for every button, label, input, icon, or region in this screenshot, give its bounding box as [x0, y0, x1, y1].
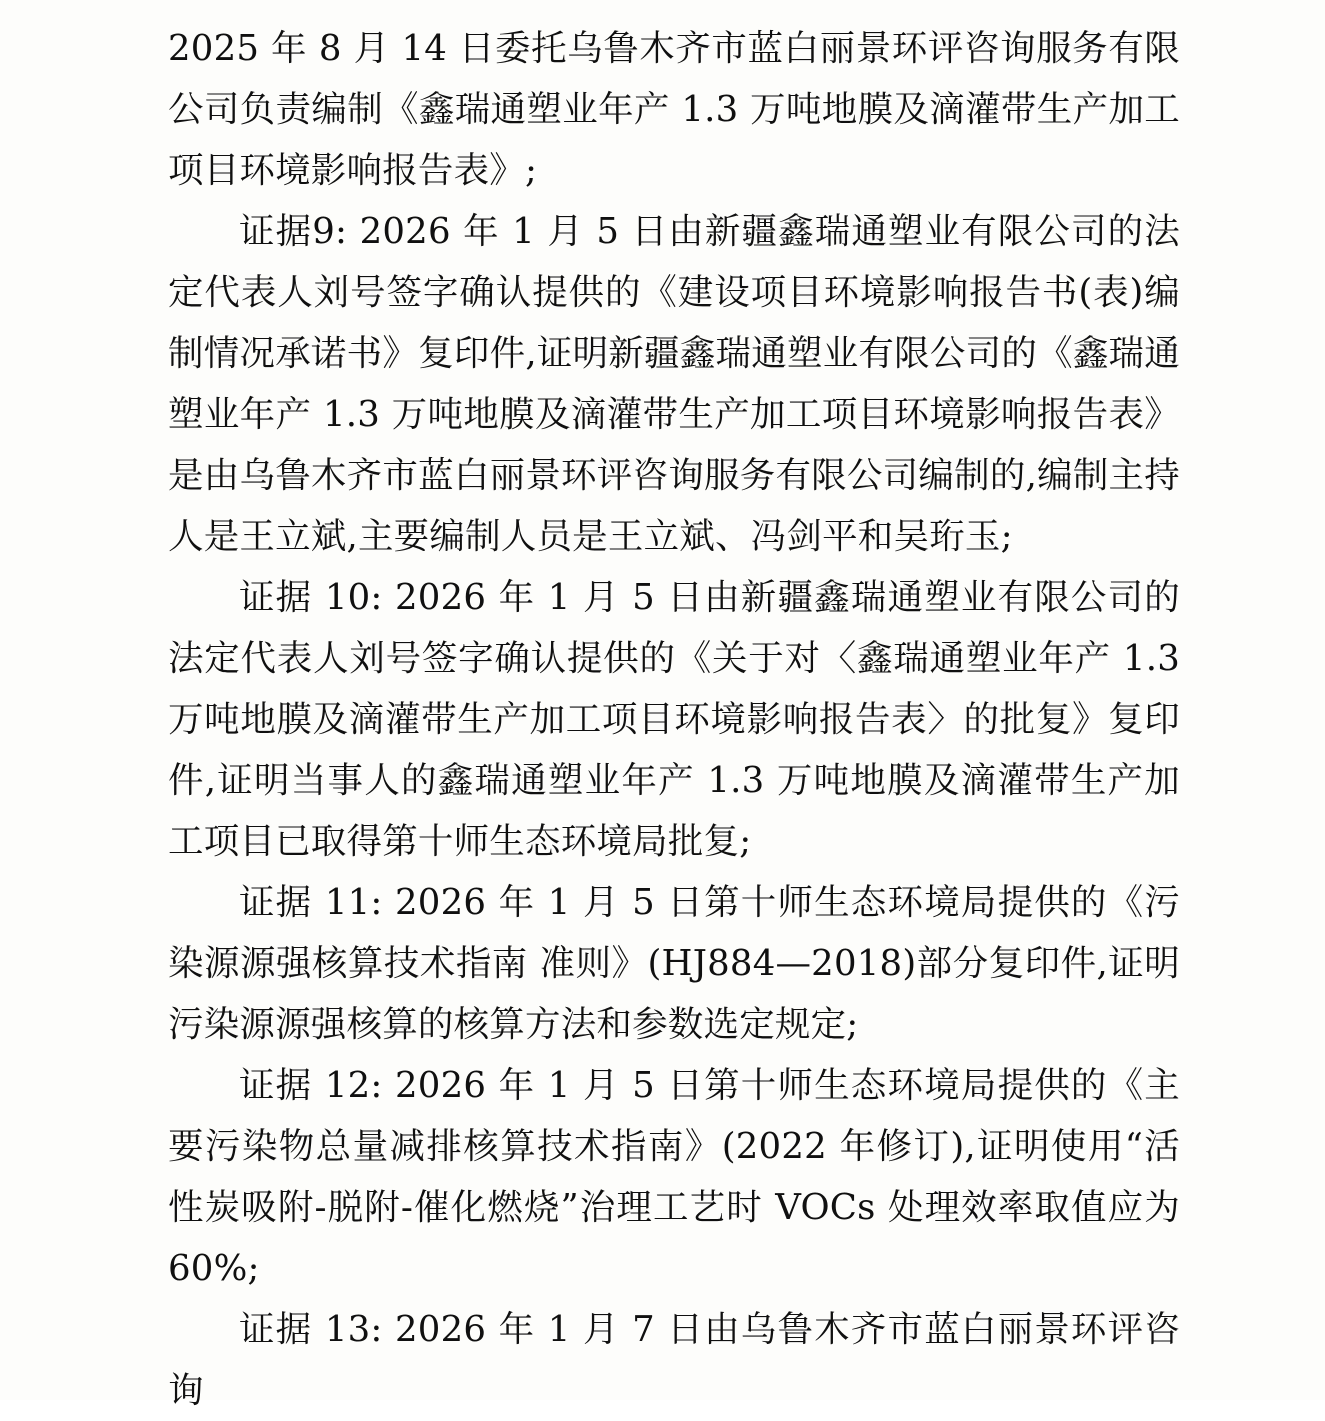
- paragraph-evidence-12: 证据 12: 2026 年 1 月 5 日第十师生态环境局提供的《主要污染物总量减排核算技术指南》(2022 年修订),证明使用“活性炭吸附-脱附-催化燃烧”治理工艺时 VOCs 处理效率取值应为 60%;: [168, 1065, 1180, 1289]
- paragraph-evidence-10: 证据 10: 2026 年 1 月 5 日由新疆鑫瑞通塑业有限公司的法定代表人刘号签字确认提供的《关于对〈鑫瑞通塑业年产 1.3 万吨地膜及滴灌带生产加工项目环境影响报告表〉的批复》复印件,证明当事人的鑫瑞通塑业年产 1.3 万吨地膜及滴灌带生产加工项目已取得第十师生态环境局批复;: [168, 577, 1180, 862]
- paragraph-continued-evidence-8: 2025 年 8 月 14 日委托乌鲁木齐市蓝白丽景环评咨询服务有限公司负责编制《鑫瑞通塑业年产 1.3 万吨地膜及滴灌带生产加工项目环境影响报告表》;: [168, 28, 1180, 191]
- paragraph-evidence-13: 证据 13: 2026 年 1 月 7 日由乌鲁木齐市蓝白丽景环评咨询: [168, 1309, 1180, 1411]
- paragraph-evidence-9: 证据9: 2026 年 1 月 5 日由新疆鑫瑞通塑业有限公司的法定代表人刘号签字确认提供的《建设项目环境影响报告书(表)编制情况承诺书》复印件,证明新疆鑫瑞通塑业有限公司的《鑫瑞通塑业年产 1.3 万吨地膜及滴灌带生产加工项目环境影响报告表》是由乌鲁木齐市蓝白丽景环评咨询服务有限公司编制的,编制主持人是王立斌,主要编制人员是王立斌、冯剑平和吴珩玉;: [168, 211, 1180, 557]
- paragraph-evidence-11: 证据 11: 2026 年 1 月 5 日第十师生态环境局提供的《污染源源强核算技术指南 准则》(HJ884—2018)部分复印件,证明污染源源强核算的核算方法和参数选定规定;: [168, 882, 1180, 1045]
- document-body: [168, 18, 1180, 1421]
